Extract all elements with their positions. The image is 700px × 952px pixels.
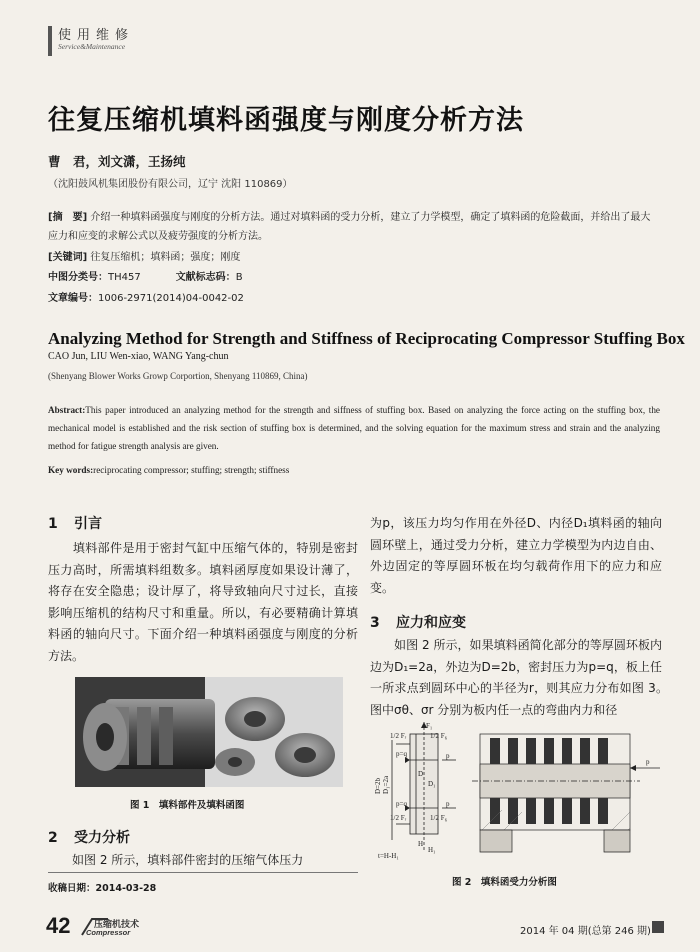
section-3-title: 应力和应变 xyxy=(396,615,466,631)
article-number-label: 文章编号： xyxy=(48,293,98,304)
fig2-label-h1: H₁ xyxy=(428,846,436,854)
keywords-en-label: Key words: xyxy=(48,465,94,475)
section-2-title: 受力分析 xyxy=(74,830,130,846)
english-authors: CAO Jun, LIU Wen-xiao, WANG Yang-chun xyxy=(48,351,229,362)
section-subtitle: Service&Maintenance xyxy=(58,42,126,51)
authors: 曹 君，刘文潇，王扬纯 xyxy=(48,154,186,169)
keywords-en xyxy=(48,461,289,479)
fig2-label-half-fr-bottom: 1/2 Fᵣ xyxy=(390,814,407,822)
clc-value: TH457 xyxy=(108,272,141,283)
fig2-label-d2b: D=2b xyxy=(374,777,382,794)
figure-1-caption: 图 1 填料部件及填料函图 xyxy=(130,800,245,811)
fig2-label-d1: D₁ xyxy=(428,780,436,788)
clc-label: 中图分类号： xyxy=(48,272,108,283)
fig2-label-d: D xyxy=(418,770,424,778)
section-1-title: 引言 xyxy=(74,516,102,532)
affiliation: （沈阳鼓风机集团股份有限公司，辽宁 沈阳 110869） xyxy=(48,179,293,190)
fig2-label-f1: F₁ xyxy=(426,722,433,730)
section-title: 使用维修 xyxy=(58,28,135,43)
article-number xyxy=(48,289,244,308)
section-1-heading xyxy=(48,513,102,533)
abstract-en-label: Abstract: xyxy=(48,405,86,415)
fig2-label-half-fb-bottom: 1/2 F₆ xyxy=(430,814,448,822)
section-1-number: 1 xyxy=(48,516,58,532)
fig2-label-p-top: p xyxy=(446,752,450,760)
abstract-en-text: This paper introduced an analyzing method for the strength and siffness of stuffing box. Based on analyzing the force acting on the stuffing box, the mechanical model is established and the risk section of stuffing box is determined, and the solving equation for the maximum stress and strain and the analyzing method for fatigue strength analysis are given. xyxy=(48,405,660,451)
section-3-heading xyxy=(370,612,466,632)
doc-code-value: B xyxy=(235,272,243,283)
stress-strain-paragraph: 如图 2 所示，如果填料函简化部分的等厚圆环板内边为D₁=2a，外边为D=2b，密封压力为p=q，板上任一所求点到圆环中心的半径为r，则其应力分布如图 3。 图中σθ、σr 分别为板内任一点的弯曲内力和径 xyxy=(370,638,687,717)
section-2-number: 2 xyxy=(48,830,58,846)
abstract-zh xyxy=(48,208,658,246)
keywords-en-text: reciprocating compressor; stuffing; strength; stiffness xyxy=(93,465,290,475)
issue-info: 2014 年 04 期(总第 246 期) xyxy=(520,926,651,937)
figure-2-caption: 图 2 填料函受力分析图 xyxy=(452,877,557,888)
issue-marker xyxy=(652,921,664,933)
fig2-label-t: t=H-H₁ xyxy=(378,852,399,860)
keywords-zh-label: [关键词] xyxy=(48,252,88,263)
keywords-zh xyxy=(48,248,240,267)
fig2-label-half-fr-top: 1/2 Fᵣ xyxy=(390,732,407,740)
keywords-zh-text: 往复压缩机；填料函；强度；刚度 xyxy=(90,252,241,263)
fig2-label-d12a: D₁=2a xyxy=(382,775,390,794)
classification-line xyxy=(48,268,243,287)
fig2-label-pressure-arrow: p xyxy=(646,758,650,766)
section-3-number: 3 xyxy=(370,615,380,631)
journal-name-en: Compressor xyxy=(86,928,131,937)
page-number: 42 xyxy=(46,913,71,938)
figure-1-photo xyxy=(75,677,343,787)
paper-title: 往复压缩机填料函强度与刚度分析方法 xyxy=(48,105,524,136)
header-bar xyxy=(48,26,52,56)
intro-paragraph: 填料部件是用于密封气缸中压缩气体的，特别是密封压力高时，所需填料组数多。填料函厚度如果设计薄了，将存在安全隐患；设计厚了，将导致轴向尺寸过长，直接影响压缩机的结构尺寸和重量。所以，有必要精确计算填料函的轴向尺寸。下面介绍一种填料函强度与刚度的分析方法。 xyxy=(48,541,358,663)
fig2-label-p-bottom: p xyxy=(446,800,450,808)
fig2-label-pq-top: p=q xyxy=(396,750,407,758)
abstract-en xyxy=(48,401,660,455)
english-title: Analyzing Method for Strength and Stiffness of Reciprocating Compressor Stuffing Box xyxy=(48,329,685,348)
abstract-zh-label: [摘 要] xyxy=(48,212,88,223)
fig2-label-pq-bottom: p=q xyxy=(396,800,407,808)
journal-logo xyxy=(80,915,170,937)
abstract-zh-text: 介绍一种填料函强度与刚度的分析方法。通过对填料函的受力分析，建立了力学模型，确定了填料函的危险截面，并给出了最大应力和应变的求解公式以及疲劳强度的分析方法。 xyxy=(48,212,651,242)
force-analysis-continued: 为p，该压力均匀作用在外径D、内径D₁填料函的轴向圆环壁上，通过受力分析，建立力学模型为内边自由、外边固定的等厚圆环板在均匀载荷作用下的应力和应变。 xyxy=(370,516,662,595)
journal-name: 压缩机技术 xyxy=(94,920,140,930)
received-date: 收稿日期：2014-03-28 xyxy=(48,883,157,894)
fig2-label-half-fb-top: 1/2 F₆ xyxy=(430,732,448,740)
force-analysis-paragraph: 如图 2 所示，填料部件密封的压缩气体压力 xyxy=(48,853,304,867)
figure-2-diagram xyxy=(372,720,662,868)
fig2-label-h: H xyxy=(418,840,424,848)
doc-code-label: 文献标志码： xyxy=(175,272,236,283)
section-2-heading xyxy=(48,827,130,847)
english-affiliation: (Shenyang Blower Works Growp Corportion, Shenyang 110869, China) xyxy=(48,371,308,381)
article-number-value: 1006-2971(2014)04-0042-02 xyxy=(98,293,244,304)
divider xyxy=(48,872,358,873)
